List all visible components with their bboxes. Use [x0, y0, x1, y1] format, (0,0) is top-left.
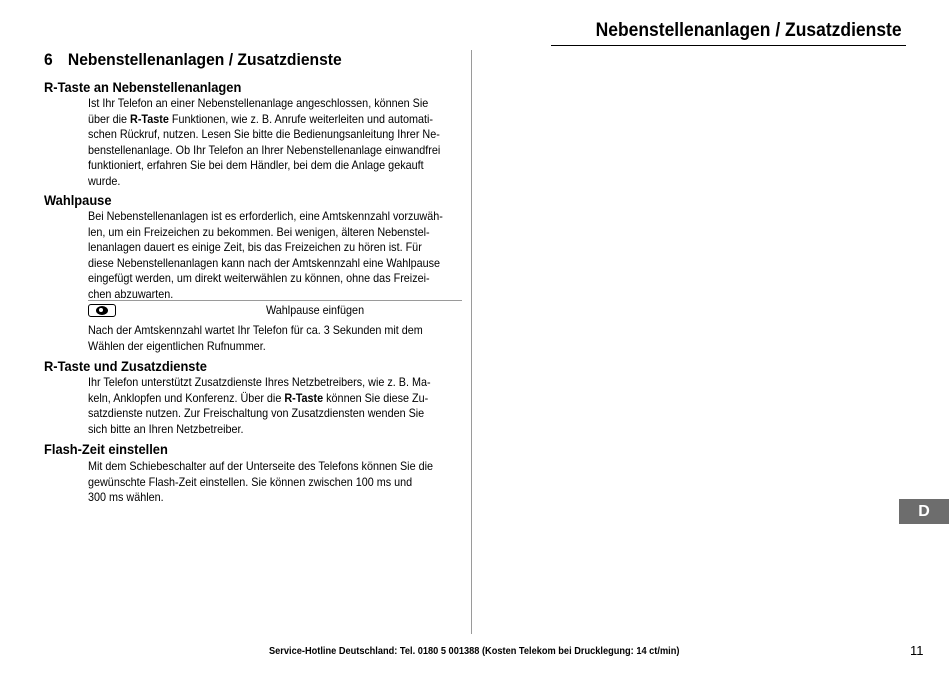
- column-divider: [471, 50, 472, 634]
- text-line: wurde.: [88, 173, 121, 188]
- text-line: funktioniert, erfahren Sie bei dem Händler, bei dem die Anlage gekauft: [88, 158, 424, 172]
- section-text-wahlpause: [88, 209, 443, 302]
- text-line: gewünschte Flash-Zeit einstellen. Sie können zwischen 100 ms und: [88, 474, 413, 489]
- page-header-title: Nebenstellenanlagen / Zusatzdienste: [596, 20, 902, 41]
- chapter-title: Nebenstellenanlagen / Zusatzdienste: [67, 50, 342, 69]
- footer-hotline: Service-Hotline Deutschland: Tel. 0180 5 001388 (Kosten Telekom bei Drucklegung: 14 ct/min): [269, 645, 680, 657]
- section-text-r-taste-zusatz: [88, 375, 431, 437]
- section-text-wahlpause-after: [88, 323, 423, 354]
- text-line: eingefügt werden, um direkt weiterwählen zu können, ohne das Freizei-: [88, 271, 430, 285]
- text-line: chen abzuwarten.: [88, 286, 174, 301]
- pause-key-icon: [88, 304, 116, 317]
- text-line: Wählen der eigentlichen Rufnummer.: [88, 338, 266, 353]
- text-line: diese Nebenstellenanlagen kann nach der Amtskennzahl eine Wahlpause: [88, 255, 441, 270]
- page-number: 11: [910, 643, 924, 658]
- text-line: Ihr Telefon unterstützt Zusatzdienste Ihres Netzbetreibers, wie z. B. Ma-: [88, 375, 431, 389]
- text-line: 300 ms wählen.: [88, 490, 164, 504]
- text-line: sich bitte an Ihren Netzbetreiber.: [88, 421, 244, 436]
- section-heading-r-taste-zusatz: R-Taste und Zusatzdienste: [44, 358, 207, 374]
- bold-term-r-taste: R-Taste: [284, 390, 324, 405]
- chapter-number: 6: [44, 50, 53, 69]
- text-line: Mit dem Schiebeschalter auf der Unterseite des Telefons können Sie die: [88, 459, 434, 473]
- text-line: lenanlagen dauert es einige Zeit, bis das Freizeichen zu hören ist. Für: [88, 240, 422, 254]
- section-text-flash-zeit: [88, 459, 433, 506]
- key-label: Wahlpause einfügen: [266, 303, 365, 317]
- section-heading-wahlpause: Wahlpause: [44, 192, 112, 208]
- bold-term-r-taste: R-Taste: [130, 111, 169, 126]
- text-line: benstellenanlage. Ob Ihr Telefon an Ihrer Nebenstellenanlage einwandfrei: [88, 142, 441, 157]
- section-heading-flash-zeit: Flash-Zeit einstellen: [44, 441, 168, 457]
- text-line: Bei Nebenstellenanlagen ist es erforderlich, eine Amtskennzahl vorzuwäh-: [88, 209, 443, 223]
- header-rule: [551, 45, 906, 46]
- section-text-r-taste-anlage: [88, 96, 440, 189]
- text-line: keln, Anklopfen und Konferenz. Über die R-Taste können Sie diese Zu-: [88, 390, 429, 405]
- section-heading-r-taste-anlage: R-Taste an Nebenstellenanlagen: [44, 79, 242, 95]
- text-line: über die R-Taste Funktionen, wie z. B. Anrufe weiterleiten und automati-: [88, 111, 433, 126]
- text-line: schen Rückruf, nutzen. Lesen Sie bitte die Bedienungsanleitung Ihrer Ne-: [88, 127, 440, 141]
- text-line: satzdienste nutzen. Zur Freischaltung von Zusatzdiensten wenden Sie: [88, 406, 425, 420]
- chapter-heading: [44, 50, 342, 70]
- text-line: len, um ein Freizeichen zu bekommen. Bei wenigen, älteren Nebenstel-: [88, 224, 430, 239]
- language-tab-d: D: [899, 499, 949, 524]
- text-line: Ist Ihr Telefon an einer Nebenstellenanlage angeschlossen, können Sie: [88, 96, 429, 110]
- text-line: Nach der Amtskennzahl wartet Ihr Telefon für ca. 3 Sekunden mit dem: [88, 323, 423, 337]
- key-instruction-row: [88, 300, 462, 321]
